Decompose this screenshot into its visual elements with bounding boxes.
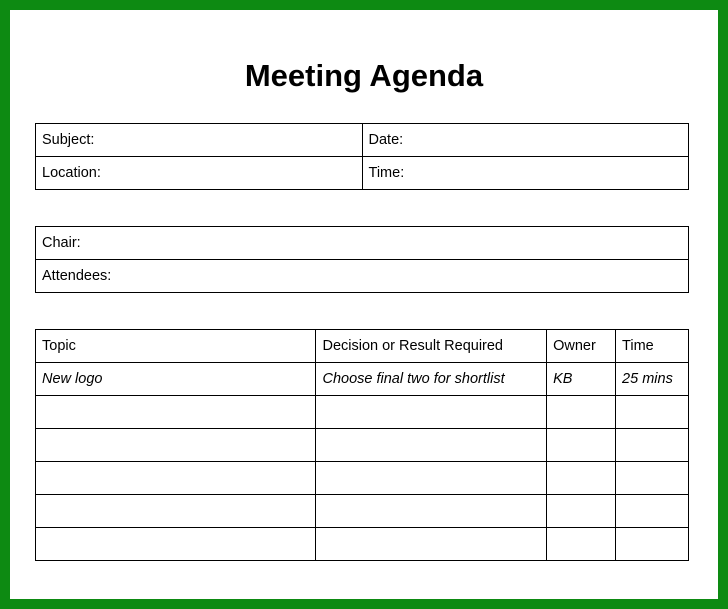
decision-cell[interactable] bbox=[316, 429, 547, 462]
date-field[interactable]: Date: bbox=[362, 124, 688, 157]
subject-field[interactable]: Subject: bbox=[36, 124, 363, 157]
owner-cell[interactable] bbox=[547, 429, 616, 462]
agenda-table bbox=[35, 329, 689, 561]
owner-cell[interactable] bbox=[547, 495, 616, 528]
time-cell[interactable] bbox=[616, 429, 689, 462]
people-table bbox=[35, 226, 689, 293]
owner-cell[interactable] bbox=[547, 528, 616, 561]
topic-cell[interactable] bbox=[36, 462, 316, 495]
table-row bbox=[36, 429, 689, 462]
owner-cell[interactable]: KB bbox=[547, 363, 616, 396]
topic-cell[interactable] bbox=[36, 396, 316, 429]
table-row bbox=[36, 495, 689, 528]
page-title: Meeting Agenda bbox=[244, 58, 484, 93]
attendees-field[interactable]: Attendees: bbox=[36, 260, 689, 293]
table-row bbox=[36, 260, 689, 293]
chair-field[interactable]: Chair: bbox=[36, 227, 689, 260]
column-header-owner: Owner bbox=[547, 330, 616, 363]
meeting-info-table bbox=[35, 123, 689, 190]
topic-cell[interactable] bbox=[36, 495, 316, 528]
table-row bbox=[36, 124, 689, 157]
topic-cell[interactable] bbox=[36, 528, 316, 561]
table-row bbox=[36, 363, 689, 396]
decision-cell[interactable] bbox=[316, 528, 547, 561]
time-cell[interactable]: 25 mins bbox=[616, 363, 689, 396]
column-header-time: Time bbox=[616, 330, 689, 363]
decision-cell[interactable] bbox=[316, 396, 547, 429]
table-row bbox=[36, 462, 689, 495]
time-field[interactable]: Time: bbox=[362, 157, 688, 190]
topic-cell[interactable]: New logo bbox=[36, 363, 316, 396]
column-header-decision: Decision or Result Required bbox=[316, 330, 547, 363]
column-header-topic: Topic bbox=[36, 330, 316, 363]
owner-cell[interactable] bbox=[547, 396, 616, 429]
agenda-page bbox=[10, 10, 718, 599]
table-row bbox=[36, 528, 689, 561]
topic-cell[interactable] bbox=[36, 429, 316, 462]
table-row bbox=[36, 396, 689, 429]
time-cell[interactable] bbox=[616, 495, 689, 528]
decision-cell[interactable] bbox=[316, 462, 547, 495]
decision-cell[interactable]: Choose final two for shortlist bbox=[316, 363, 547, 396]
time-cell[interactable] bbox=[616, 462, 689, 495]
table-header-row bbox=[36, 330, 689, 363]
table-row bbox=[36, 157, 689, 190]
location-field[interactable]: Location: bbox=[36, 157, 363, 190]
time-cell[interactable] bbox=[616, 396, 689, 429]
decision-cell[interactable] bbox=[316, 495, 547, 528]
time-cell[interactable] bbox=[616, 528, 689, 561]
table-row bbox=[36, 227, 689, 260]
owner-cell[interactable] bbox=[547, 462, 616, 495]
